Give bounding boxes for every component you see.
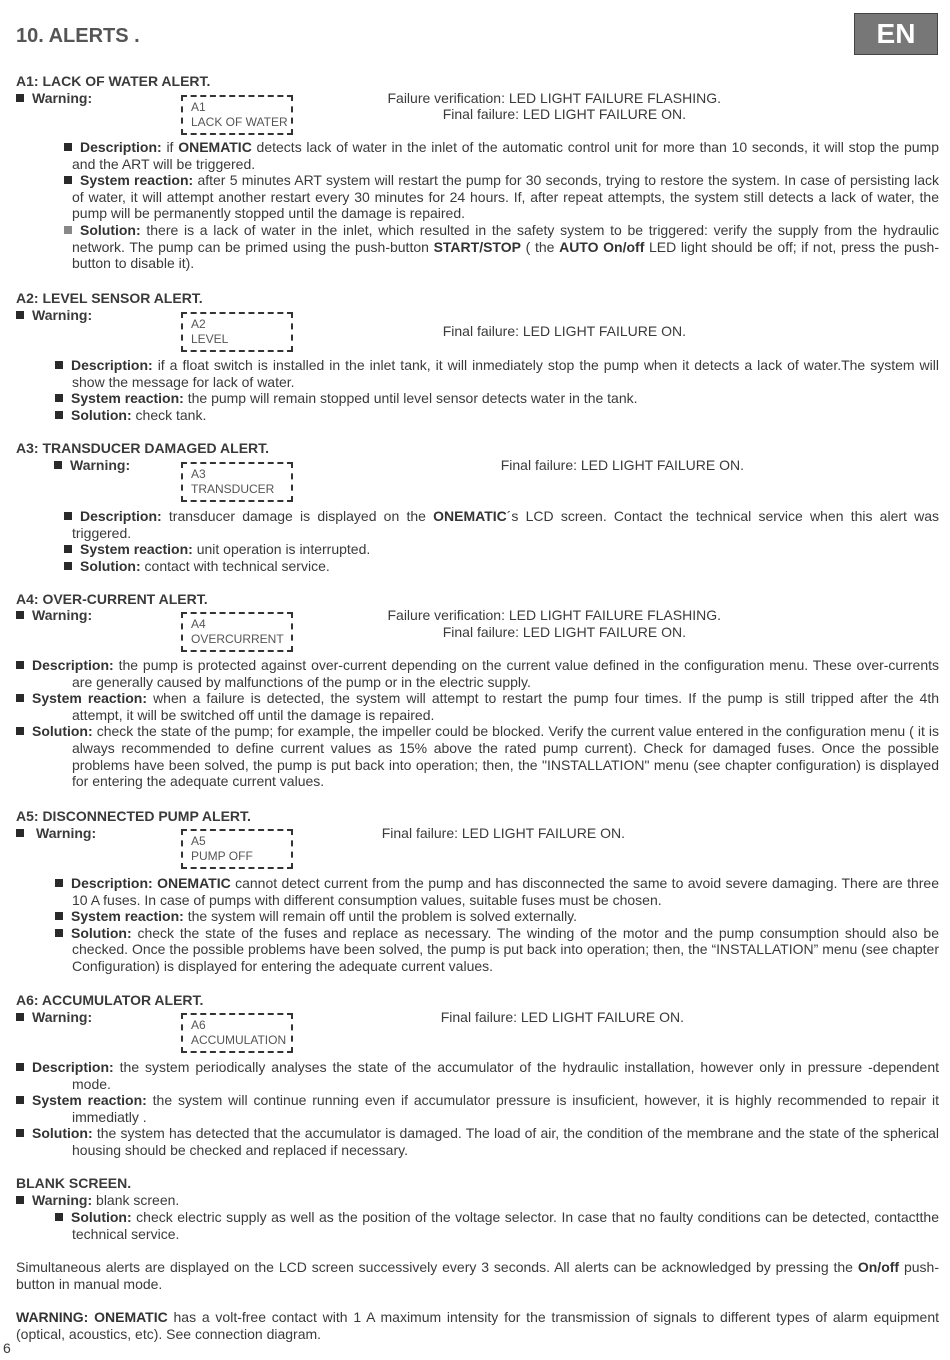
text: has a volt-free contact with 1 A maximum intensity for the transmission of signals to different types of alarm equipment (optical, acoustics, etc). See connection diagram. — [16, 1309, 940, 1342]
alert-a6-solution — [16, 1125, 939, 1158]
alert-a3-lcd — [181, 462, 293, 502]
solution-label: Solution: — [32, 723, 93, 740]
text: ´s LCD screen. Contact the technical service when this alert was triggered. — [72, 508, 940, 541]
alert-a2-lcd — [181, 312, 293, 352]
alert-a5-reaction — [72, 908, 939, 925]
bullet-icon — [55, 879, 63, 887]
text: LED light should be off; if not, press the push-button to disable it). — [72, 238, 939, 272]
alert-a5-description — [72, 875, 939, 908]
text: blank screen. — [96, 1192, 180, 1208]
text: check the state of the fuses and replace as necessary. The winding of the motor and the pump consumption should also be checked. Once the possible problems have been solved, the pump is put back into operation; then, the “INSTALLATION” menu (see chapter Configuration) is displayed for entering the adequate current values. — [72, 924, 940, 974]
text: the system will remain off until the problem is solved externally. — [187, 908, 578, 925]
lcd-code: A6 — [191, 1018, 206, 1032]
bullet-icon — [16, 727, 24, 735]
alert-a4-title: A4: OVER-CURRENT ALERT. — [16, 591, 208, 607]
button-name: START/STOP — [433, 238, 521, 255]
alert-a2-description — [72, 357, 939, 390]
reaction-label: System reaction: — [80, 172, 194, 189]
brand-name: ONEMATIC — [157, 875, 231, 891]
reaction-label: System reaction: — [80, 541, 193, 558]
alert-a6-reaction — [16, 1092, 939, 1125]
bullet-icon — [16, 311, 24, 319]
brand-name: ONEMATIC — [433, 508, 507, 524]
alert-a6-body — [16, 1059, 939, 1159]
blank-screen-solution — [72, 1209, 939, 1242]
alert-a4-lcd — [181, 612, 293, 652]
alert-a1-title: A1: LACK OF WATER ALERT. — [16, 73, 211, 89]
alert-a1-description — [72, 139, 939, 172]
text: the pump will remain stopped until level sensor detects water in the tank. — [187, 390, 638, 407]
bullet-icon — [16, 694, 24, 702]
alert-a3-warning — [54, 457, 130, 474]
alert-a5-lcd — [181, 829, 293, 869]
bullet-icon — [64, 176, 72, 184]
button-name: On/off — [857, 1259, 900, 1275]
warning-label: Warning: — [32, 1192, 93, 1208]
simultaneous-alerts-note — [16, 1259, 939, 1292]
bullet-icon — [55, 411, 63, 419]
lcd-code: A3 — [191, 467, 206, 481]
alert-a2-status-final: Final failure: LED LIGHT FAILURE ON. — [442, 323, 686, 339]
warning-label: Warning: — [36, 825, 97, 841]
description-label: Description: — [80, 508, 162, 524]
led-name: AUTO On/off — [559, 238, 645, 255]
bullet-icon — [55, 361, 63, 369]
text: transducer damage is displayed on the — [168, 508, 434, 524]
warning-label: Warning: — [32, 1009, 93, 1025]
description-label: Description: — [71, 875, 153, 891]
reaction-label: System reaction: — [71, 908, 184, 925]
description-label: Description: — [71, 357, 153, 373]
text: the system will continue running even if accumulator pressure is insuficient, however, it is highly recommended to repair it immediatly . — [72, 1092, 939, 1125]
bullet-icon — [16, 1063, 24, 1071]
bullet-icon — [55, 394, 63, 402]
text: unit operation is interrupted. — [196, 541, 371, 558]
text: the pump is protected against over-current depending on the current value defined in the configuration menu. These over-currents are generally caused by malfunctions of the pump or in the electric supply. — [72, 657, 940, 690]
blank-screen-solution-item — [72, 1209, 939, 1242]
solution-label: Solution: — [80, 557, 141, 574]
solution-label: Solution: — [80, 221, 141, 238]
text: there is a lack of water in the inlet, which resulted in the safety system to be triggered: verify the supply from the hydraulic network. The pump can be primed using the push-button — [72, 221, 940, 255]
text: the system periodically analyses the state of the accumulator of the hydraulic installation, however only in pressure -dependent mode. — [72, 1059, 940, 1092]
language-badge: EN — [854, 13, 938, 55]
alert-a5-body — [72, 875, 939, 975]
lcd-message: LEVEL — [191, 332, 229, 346]
reaction-label: System reaction: — [71, 390, 184, 407]
bullet-icon — [16, 611, 24, 619]
lcd-code: A2 — [191, 317, 206, 331]
bullet-icon — [64, 512, 72, 520]
lcd-message: ACCUMULATION — [191, 1033, 287, 1047]
volt-free-contact-warning — [16, 1309, 939, 1342]
alert-a1-status-verification: Failure verification: LED LIGHT FAILURE FLASHING. — [387, 90, 721, 106]
alert-a5-warning — [16, 825, 96, 842]
alert-a1-body — [72, 139, 939, 272]
bullet-icon — [64, 562, 72, 570]
alert-a2-solution — [72, 407, 939, 424]
bullet-icon — [16, 1129, 24, 1137]
bullet-icon — [16, 1013, 24, 1021]
alert-a5-status-final: Final failure: LED LIGHT FAILURE ON. — [381, 825, 625, 841]
lcd-code: A1 — [191, 100, 206, 114]
lcd-code: A5 — [191, 834, 206, 848]
lcd-message: PUMP OFF — [191, 849, 253, 863]
alert-a1-solution — [72, 222, 939, 272]
blank-screen-title: BLANK SCREEN. — [16, 1175, 132, 1191]
solution-label: Solution: — [71, 924, 132, 941]
solution-label: Solution: — [71, 406, 132, 423]
alert-a5-solution — [72, 925, 939, 975]
warning-label: Warning: — [70, 457, 131, 473]
bullet-icon — [55, 912, 63, 920]
bullet-icon — [54, 461, 62, 469]
warning-label: WARNING: — [16, 1309, 95, 1325]
alert-a6-title: A6: ACCUMULATOR ALERT. — [16, 992, 204, 1008]
solution-label: Solution: — [71, 1209, 132, 1225]
text: if a float switch is installed in the inlet tank, it will inmediately stop the pump when it detects a lack of water.The system will show the message for lack of water. — [72, 357, 939, 390]
text: ( the — [520, 238, 560, 255]
alert-a6-description — [16, 1059, 939, 1092]
alert-a4-reaction — [16, 690, 939, 723]
text: contact with technical service. — [144, 557, 330, 574]
alert-a4-warning — [16, 607, 92, 624]
alert-a1-status-final: Final failure: LED LIGHT FAILURE ON. — [442, 106, 686, 122]
description-label: Description: — [80, 139, 162, 155]
warning-label: Warning: — [32, 307, 93, 323]
bullet-icon — [16, 1096, 24, 1104]
alert-a5-title: A5: DISCONNECTED PUMP ALERT. — [16, 808, 251, 824]
lcd-message: LACK OF WATER — [191, 115, 288, 129]
alert-a2-body — [72, 357, 939, 423]
alert-a6-status-final: Final failure: LED LIGHT FAILURE ON. — [440, 1009, 684, 1025]
text: if — [166, 139, 179, 155]
text: the system has detected that the accumulator is damaged. The load of air, the condition of the membrane and the state of the spherical housing should be checked and replaced if necessary. — [72, 1125, 940, 1158]
warning-label: Warning: — [32, 607, 93, 623]
alert-a4-solution — [16, 723, 939, 789]
alert-a3-reaction — [72, 541, 939, 558]
alert-a4-status-final: Final failure: LED LIGHT FAILURE ON. — [442, 624, 686, 640]
text: check tank. — [135, 406, 207, 423]
bullet-icon — [16, 1196, 24, 1204]
text: Simultaneous alerts are displayed on the LCD screen successively every 3 seconds. All alerts can be acknowledged by pressing the — [16, 1259, 858, 1275]
bullet-icon — [55, 929, 63, 937]
alert-a1-reaction — [72, 172, 939, 222]
alert-a3-status-final: Final failure: LED LIGHT FAILURE ON. — [500, 457, 744, 473]
alert-a2-warning — [16, 307, 92, 324]
reaction-label: System reaction: — [32, 1092, 147, 1109]
bullet-icon — [16, 829, 24, 837]
lcd-message: OVERCURRENT — [191, 632, 284, 646]
text: cannot detect current from the pump and has disconnected the same to avoid severe damaging. There are three 10 A fuses. In case of pumps with different consumption values, suitable fuses must be chosen. — [72, 875, 939, 908]
text: detects lack of water in the inlet of the automatic control unit for more than 10 seconds, it will stop the pump and the ART will be triggered. — [72, 139, 940, 172]
alert-a3-solution — [72, 558, 939, 575]
bullet-icon — [16, 94, 24, 102]
text: when a failure is detected, the system will attempt to restart the pump four times. If the pump is still tripped after the 4th attempt, it will be switched off until the damage is repaired. — [72, 690, 940, 723]
alert-a4-status-verification: Failure verification: LED LIGHT FAILURE FLASHING. — [387, 607, 721, 623]
warning-label: Warning: — [32, 90, 93, 106]
description-label: Description: — [32, 657, 114, 673]
alert-a3-description — [72, 508, 939, 541]
alert-a2-title: A2: LEVEL SENSOR ALERT. — [16, 290, 203, 306]
alert-a6-lcd — [181, 1013, 293, 1053]
lcd-message: TRANSDUCER — [191, 482, 275, 496]
alert-a1-warning — [16, 90, 92, 107]
text: push-button in manual mode. — [16, 1259, 939, 1292]
reaction-label: System reaction: — [32, 690, 147, 707]
alert-a3-body — [72, 508, 939, 574]
brand-name: ONEMATIC — [178, 139, 252, 155]
alert-a1-lcd — [181, 95, 293, 135]
bullet-icon — [64, 226, 72, 234]
description-label: Description: — [32, 1059, 114, 1075]
alert-a2-reaction — [72, 390, 939, 407]
bullet-icon — [55, 1213, 63, 1221]
alert-a4-description — [16, 657, 939, 690]
text: check electric supply as well as the position of the voltage selector. In case that no faulty conditions can be detected, contactthe technical service. — [72, 1209, 940, 1242]
bullet-icon — [64, 143, 72, 151]
brand-name: ONEMATIC — [94, 1309, 168, 1325]
page-number: 6 — [3, 1340, 11, 1356]
text: check the state of the pump; for example, the impeller could be blocked. Verify the current value entered in the configuration menu ( it is always recommended to define current values as 15% above the rated pump current). Check for damaged fuses. Once the possible problems have been solved, the pump is put back into operation; then, the "INSTALLATION" menu (see chapter configuration) is displayed for entering the adequate current values. — [72, 723, 940, 790]
lcd-code: A4 — [191, 617, 206, 631]
blank-screen-warning — [16, 1192, 179, 1209]
solution-label: Solution: — [32, 1125, 93, 1142]
bullet-icon — [16, 661, 24, 669]
text: after 5 minutes ART system will restart the pump for 30 seconds, trying to restore the system. In case of persisting lack of water, it will attempt another restart every 30 minutes for 24 hours. If, after repeat attempts, the system still detects a lack of water, the pump will be permanently stopped until the damage is repaired. — [72, 172, 939, 222]
alert-a6-warning — [16, 1009, 92, 1026]
page-title: 10. ALERTS . — [16, 25, 140, 47]
bullet-icon — [64, 545, 72, 553]
alert-a4-body — [16, 657, 939, 790]
alert-a3-title: A3: TRANSDUCER DAMAGED ALERT. — [16, 440, 270, 456]
